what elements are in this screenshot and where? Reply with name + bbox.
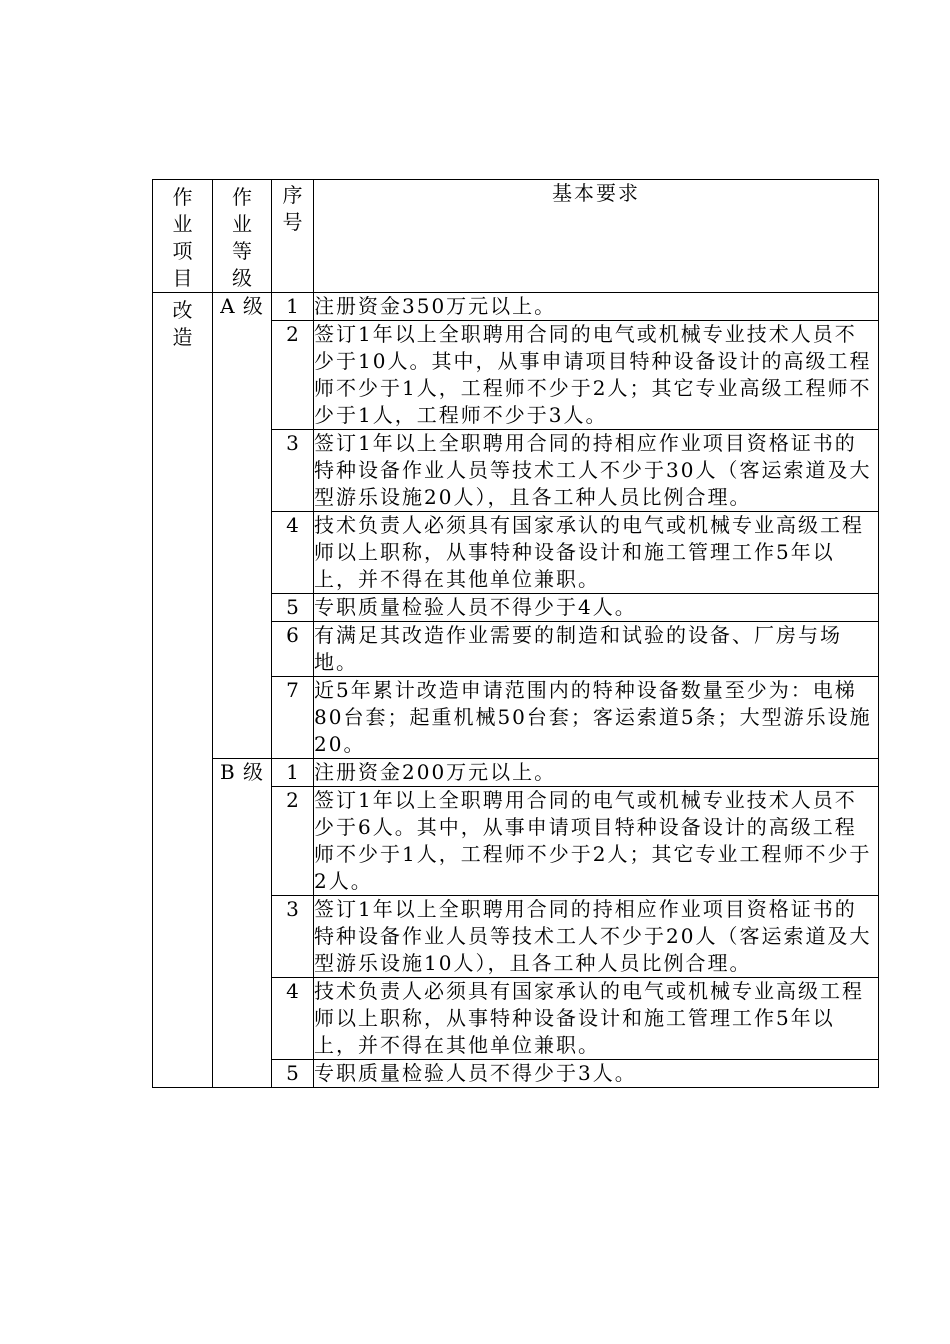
requirement-text: 签订1年以上全职聘用合同的持相应作业项目资格证书的特种设备作业人员等技术工人不少于20人（客运索道及大型游乐设施10人），且各工种人员比例合理。: [314, 896, 879, 978]
row-number: 2: [272, 787, 314, 896]
level-a-label: A 级: [220, 294, 264, 318]
level-b-label: B 级: [219, 760, 265, 784]
row-number: 1: [272, 759, 314, 787]
header-req: 基本要求: [552, 181, 640, 205]
table-row: [153, 293, 879, 321]
requirement-text: 注册资金200万元以上。: [314, 759, 879, 787]
header-req-cell: [314, 180, 879, 293]
requirements-table: [152, 179, 879, 1088]
requirement-text: 专职质量检验人员不得少于4人。: [314, 594, 879, 622]
table-row: [153, 759, 879, 787]
row-number: 5: [272, 594, 314, 622]
header-level-cell: [213, 180, 272, 293]
header-row: [153, 180, 879, 293]
item-cell: [153, 293, 213, 1088]
row-number: 1: [272, 293, 314, 321]
header-no: 序号: [282, 183, 303, 234]
table-body: [153, 180, 879, 1088]
header-item-cell: [153, 180, 213, 293]
requirement-text: 技术负责人必须具有国家承认的电气或机械专业高级工程师以上职称，从事特种设备设计和施工管理工作5年以上，并不得在其他单位兼职。: [314, 512, 879, 594]
level-a-cell: [213, 293, 272, 759]
requirement-text: 签订1年以上全职聘用合同的持相应作业项目资格证书的特种设备作业人员等技术工人不少于30人（客运索道及大型游乐设施20人），且各工种人员比例合理。: [314, 430, 879, 512]
row-number: 4: [272, 512, 314, 594]
header-item: 作业项目: [172, 185, 193, 290]
row-number: 3: [272, 430, 314, 512]
row-number: 6: [272, 622, 314, 677]
requirement-text: 注册资金350万元以上。: [314, 293, 879, 321]
requirement-text: 近5年累计改造申请范围内的特种设备数量至少为：电梯80台套；起重机械50台套；客运索道5条；大型游乐设施20。: [314, 677, 879, 759]
requirement-text: 有满足其改造作业需要的制造和试验的设备、厂房与场地。: [314, 622, 879, 677]
requirement-text: 签订1年以上全职聘用合同的电气或机械专业技术人员不少于6人。其中，从事申请项目特种设备设计的高级工程师不少于1人，工程师不少于2人；其它专业工程师不少于2人。: [314, 787, 879, 896]
item-name: 改造: [172, 298, 193, 349]
level-b-cell: [213, 759, 272, 1088]
row-number: 5: [272, 1060, 314, 1088]
row-number: 7: [272, 677, 314, 759]
requirement-text: 专职质量检验人员不得少于3人。: [314, 1060, 879, 1088]
header-level: 作业等级: [232, 185, 252, 290]
requirement-text: 技术负责人必须具有国家承认的电气或机械专业高级工程师以上职称，从事特种设备设计和施工管理工作5年以上，并不得在其他单位兼职。: [314, 978, 879, 1060]
header-no-cell: [272, 180, 314, 293]
row-number: 4: [272, 978, 314, 1060]
row-number: 2: [272, 321, 314, 430]
requirement-text: 签订1年以上全职聘用合同的电气或机械专业技术人员不少于10人。其中，从事申请项目特种设备设计的高级工程师不少于1人，工程师不少于2人；其它专业高级工程师不少于1人，工程师不少于3人。: [314, 321, 879, 430]
row-number: 3: [272, 896, 314, 978]
